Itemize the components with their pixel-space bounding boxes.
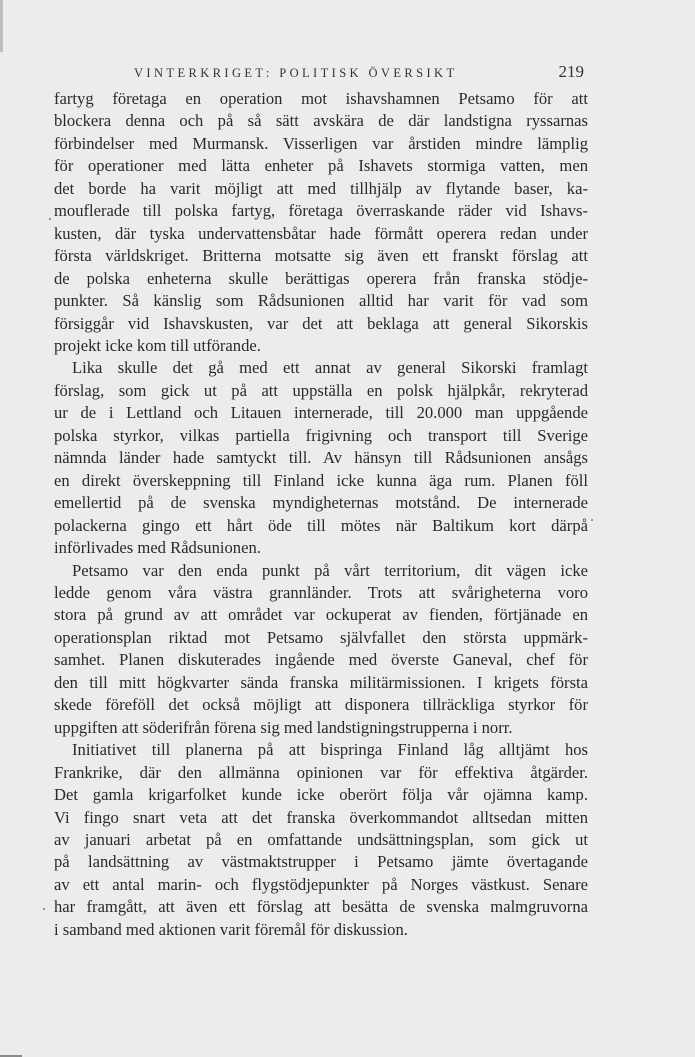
text-line: stora på grund av att området var ockuperat av fienden, förtjänade en — [54, 605, 588, 625]
running-title: VINTERKRIGET: POLITISK ÖVERSIKT — [134, 66, 458, 80]
text-line: Initiativet till planerna på att bispringa Finland låg alltjämt hos — [72, 740, 588, 760]
text-line: emellertid på de svenska myndigheternas motstånd. De internerade — [54, 493, 588, 513]
text-line: Frankrike, där den allmänna opinionen var för effektiva åtgärder. — [54, 762, 588, 782]
text-line: en direkt överskeppning till Finland icke kunna äga rum. Planen föll — [54, 470, 588, 490]
text-line: Lika skulle det gå med ett annat av general Sikorski framlagt — [72, 358, 588, 378]
text-line: de polska enheterna skulle berättigas operera från franska stödje- — [54, 268, 588, 288]
text-line: det borde ha varit möjligt att med tillhjälp av flytande baser, ka- — [54, 178, 588, 198]
text-line: kusten, där tyska undervattensbåtar hade förmått operera redan under — [54, 223, 588, 243]
text-line: förslag, som gick ut på att uppställa en polsk hjälpkår, rekryterad — [54, 380, 588, 400]
text-line: den till mitt högkvarter sända franska militärmissionen. I krigets första — [54, 672, 588, 692]
text-line: första världskriget. Britterna motsatte sig även ett franskt förslag att — [54, 246, 588, 266]
paragraph — [54, 739, 588, 941]
text-line: uppgiften att söderifrån förena sig med landstigningstrupperna i norr. — [54, 717, 513, 737]
print-speck — [43, 908, 45, 910]
text-line: operationsplan riktad mot Petsamo självfallet den största uppmärk- — [54, 627, 588, 647]
body-text — [54, 88, 588, 941]
paragraph — [54, 357, 588, 559]
text-line: har framgått, att även ett förslag att besätta de svenska malmgruvorna — [54, 897, 588, 917]
paragraph — [54, 560, 588, 740]
text-line: polackerna gingo ett hårt öde till mötes när Baltikum kort därpå — [54, 515, 588, 535]
text-line: ur de i Lettland och Litauen internerade, till 20.000 man uppgående — [54, 403, 588, 423]
text-line: av januari arbetat på en omfattande undsättningsplan, som gick ut — [54, 829, 588, 849]
text-line: ledde genom våra västra grannländer. Trots att svårigheterna voro — [54, 582, 588, 602]
running-head — [134, 62, 584, 84]
text-line: nämnda länder hade samtyckt till. Av hänsyn till Rådsunionen ansågs — [54, 448, 588, 468]
paragraph — [54, 88, 588, 357]
page-number: 219 — [558, 62, 584, 81]
text-line: förbindelser med Murmansk. Visserligen var årstiden mindre lämplig — [54, 133, 588, 153]
text-line: Det gamla krigarfolket kunde icke oberört följa vår ojämna kamp. — [54, 785, 588, 805]
text-line: blockera denna och på så sätt avskära de där landstigna ryssarnas — [54, 111, 588, 131]
text-line: samhet. Planen diskuterades ingående med överste Ganeval, chef för — [54, 650, 588, 670]
text-line: skede föreföll det också möjligt att disponera tillräckliga styrkor för — [54, 695, 588, 715]
text-line: mouflerade till polska fartyg, företaga överraskande räder vid Ishavs- — [54, 201, 588, 221]
text-line: Petsamo var den enda punkt på vårt territorium, dit vägen icke — [72, 560, 588, 580]
text-line: i samband med aktionen varit föremål för diskussion. — [54, 919, 408, 939]
text-line: införlivades med Rådsunionen. — [54, 538, 261, 558]
print-speck — [591, 519, 593, 521]
text-line: Vi fingo snart veta att det franska överkommandot alltsedan mitten — [54, 807, 588, 827]
text-line: på landsättning av västmaktstrupper i Petsamo jämte övertagande — [54, 852, 588, 872]
text-line: punkter. Så känslig som Rådsunionen alltid har varit för vad som — [54, 291, 588, 311]
text-line: för operationer med lätta enheter på Ishavets stormiga vatten, men — [54, 156, 588, 176]
text-line: projekt icke kom till utförande. — [54, 335, 261, 355]
text-line: försiggår vid Ishavskusten, var det att beklaga att general Sikorskis — [54, 313, 588, 333]
print-speck — [49, 218, 51, 220]
page-edge-shadow — [0, 0, 3, 52]
text-line: polska styrkor, vilkas partiella frigivning och transport till Sverige — [54, 425, 588, 445]
text-line: av ett antal marin- och flygstödjepunkter på Norges västkust. Senare — [54, 874, 588, 894]
text-line: fartyg företaga en operation mot ishavshamnen Petsamo för att — [54, 89, 588, 108]
